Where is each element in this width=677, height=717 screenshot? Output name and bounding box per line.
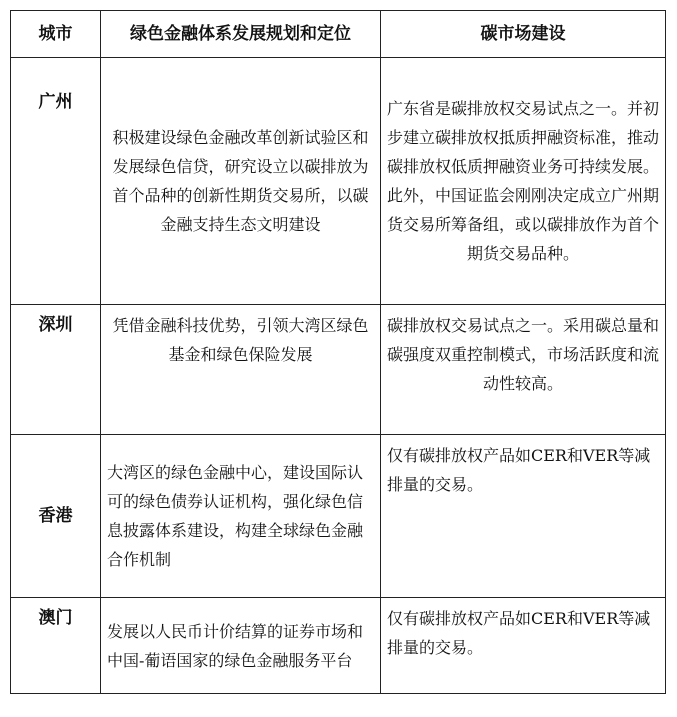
row-market: 碳排放权交易试点之一。采用碳总量和碳强度双重控制模式，市场活跃度和流动性较高。 xyxy=(381,305,666,435)
row-market: 仅有碳排放权产品如CER和VER等减排量的交易。 xyxy=(381,435,666,598)
row-plan: 积极建设绿色金融改革创新试验区和发展绿色信贷，研究设立以碳排放为首个品种的创新性期货交易所，以碳金融支持生态文明建设 xyxy=(101,58,381,305)
header-city: 城市 xyxy=(11,11,101,58)
header-plan: 绿色金融体系发展规划和定位 xyxy=(101,11,381,58)
row-plan: 大湾区的绿色金融中心，建设国际认可的绿色债券认证机构，强化绿色信息披露体系建设，构建全球绿色金融合作机制 xyxy=(101,435,381,598)
comparison-table-container xyxy=(10,10,665,694)
row-city: 澳门 xyxy=(11,598,101,694)
row-plan: 发展以人民币计价结算的证券市场和中国-葡语国家的绿色金融服务平台 xyxy=(101,598,381,694)
table-row xyxy=(11,435,666,598)
green-finance-comparison-table xyxy=(10,10,666,694)
table-row xyxy=(11,58,666,305)
row-market: 广东省是碳排放权交易试点之一。并初步建立碳排放权抵质押融资标准，推动碳排放权低质押融资业务可持续发展。此外，中国证监会刚刚决定成立广州期货交易所筹备组，或以碳排放作为首个期货交易品种。 xyxy=(381,58,666,305)
row-city: 香港 xyxy=(11,435,101,598)
header-market: 碳市场建设 xyxy=(381,11,666,58)
table-header-row xyxy=(11,11,666,58)
table-row xyxy=(11,305,666,435)
row-plan: 凭借金融科技优势，引领大湾区绿色基金和绿色保险发展 xyxy=(101,305,381,435)
table-row xyxy=(11,598,666,694)
row-market: 仅有碳排放权产品如CER和VER等减排量的交易。 xyxy=(381,598,666,694)
row-city: 广州 xyxy=(11,58,101,305)
row-city: 深圳 xyxy=(11,305,101,435)
